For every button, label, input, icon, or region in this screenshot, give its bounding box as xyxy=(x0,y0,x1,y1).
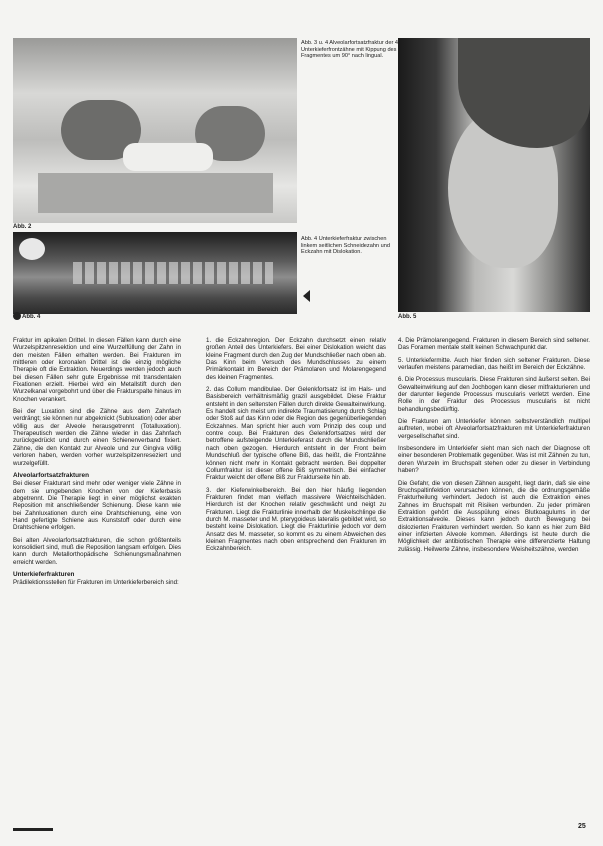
text-column-left xyxy=(13,337,181,592)
right-paragraph: Insbesondere im Unterkiefer sieht man sich nach der Diagnose oft einer besonderen Problematik gegenüber. Was ist mit Zähnen zu tun, deren Wurzeln im Bruchspalt stehen oder zu dieser in Verbindung haben? xyxy=(398,445,590,475)
left-paragraph: Bei dieser Frakturart sind mehr oder weniger viele Zähne in dem sie umgebenden Knochen von der Kieferbasis abgetrennt. Die Therapie liegt in einer möglichst exakten Reposition mit anschließender Schienung. Diese kann wie bei Zahnluxationen durch eine Drahtschienung, eine von Hand gefertigte Schiene aus Kunststoff oder durch eine Drahtschiene erfolgen. xyxy=(13,480,181,532)
figure-3-caption: Abb. 3 u. 4 Alveolarfortsatzfraktur der 4 Unterkieferfrontzähne mit Kippung des Fragmentes um 90° nach lingual. xyxy=(301,40,399,60)
left-paragraph: Bei der Luxation sind die Zähne aus dem Zahnfach verdrängt; sie können nur abgeknickt (Subluxation) oder aber völlig aus der Alveole herausgetrennt (Totalluxation). Therapeutisch werden die Zähne wieder in das Zahnfach zurückgedrückt und durch einen Schienenverband fixiert. Zähne, die den Kontakt zur Alveole und zur Gingiva völlig verloren haben, werden vorher wurzelspitzenreseziert und wurzelgefüllt. xyxy=(13,408,181,467)
right-paragraph: 6. Die Processus muscularis. Diese Frakturen sind äußerst selten. Bei Gewalteinwirkung auf den Jochbogen kann dieser mitfrakturieren und der darunter liegende Processus muscularis verletzt werden. Eine Rolle in der Fraktur des Processus muscularis ist nicht behandlungsbedürftig. xyxy=(398,376,590,413)
figure-2-label: Abb. 2 xyxy=(13,224,32,230)
page-number: 25 xyxy=(578,823,586,830)
middle-paragraph: 3. der Kieferwinkelbereich. Bei den hier häufig liegenden Frakturen findet man vielfach massivere Weichteilschäden. Hierdurch ist der Knochen relativ geschwächt und neigt zu Frakturen. Liegt die Frakturlinie innerhalb der Muskelschlinge die durch M. masseter und M. pterygoideus lateralis gebildet wird, so besteht keine Dislokation. Liegt die Frakturlinie jedoch vor dem Ansatz des M. masseter, so kommt es zu einem Abweichen des kleinen Fragmentes nach oben entsprechend den Frakturen im Eckzahnbereich. xyxy=(206,486,386,553)
figure-4-marker-icon xyxy=(13,312,21,320)
section-heading: Alveolarfortsatzfrakturen xyxy=(13,471,89,479)
teeth-row-icon xyxy=(123,143,213,171)
figure-5-label: Abb. 5 xyxy=(398,314,417,320)
xray-teeth-icon xyxy=(73,262,273,284)
middle-paragraph: 2. das Collum mandibulae. Der Gelenkfortsatz ist im Hals- und Basisbereich verhältnismäßig grazil ausgebildet. Diese Fraktur entsteht in den seltensten Fällen durch direkte Gewalteinwirkung. Es handelt sich meist um indirekte Traumatisierung durch Schlag oder Stoß auf das Kinn oder die Region des gegenüberliegenden Eckzahnes. Man spricht hier auch vom Prinzip des coup und contre coup. Bei Frakturen des Gelenkfortsatzes wird der betroffene aufsteigende Unterkieferast durch die Mundschließer nach oben gezogen. Hierdurch entsteht in der Front beim Mundschluß der typische offene Biß, das heißt, die Frontzähne können nicht mehr in Kontakt gebracht werden. Bei doppelter Collumfraktur ist dieser offene Biß symmetrisch. Bei einfacher Fraktur weicht der offene Biß zur Frakturseite hin ab. xyxy=(206,386,386,482)
figure-5-image xyxy=(398,38,590,312)
middle-paragraph: 1. die Eckzahnregion. Der Eckzahn durchsetzt einen relativ großen Anteil des Unterkiefers. Bei einer Dislokation weicht das kleine Fragment durch den Zug der Mundschließer nach oben ab. Das Kinn beim Versuch des Mundschlusses zu einem Primärkontakt im Bereich der Prämolaren und Molarengegend des kleinen Fragmentes. xyxy=(206,337,386,381)
figure-4-caption: Abb. 4 Unterkieferfraktur zwischen linkem seitlichen Schneidezahn und Eckzahn mit Dislokation. xyxy=(301,236,390,256)
right-paragraph: Die Frakturen am Unterkiefer können selbstverständlich multipel auftreten, wobei oft Alveolarfortsatzfrakturen mit Unterkieferfrakturen vergesellschaftet sind. xyxy=(398,418,590,440)
left-paragraph: Bei alten Alveolarfortsatzfrakturen, die schon größtenteils konsolidiert sind, muß die Reposition langsam erfolgen. Dies kann durch Metallorthopädische Schienungsmaßnahmen erreicht werden. xyxy=(13,536,181,566)
footer-rule xyxy=(13,828,53,831)
figure-4-image xyxy=(13,232,297,314)
model-base-icon xyxy=(38,173,273,213)
figure-2-image xyxy=(13,38,297,223)
section-heading: Unterkieferfrakturen xyxy=(13,570,75,578)
figure-4-label: Abb. 4 xyxy=(22,314,41,320)
left-paragraph: Prädilektionsstellen für Frakturen im Unterkieferbereich sind: xyxy=(13,579,179,587)
text-column-middle xyxy=(206,337,386,558)
text-column-right xyxy=(398,337,590,558)
left-paragraph: Fraktur im apikalen Drittel. In diesen Fällen kann durch eine Wurzelspitzenresektion und eine Wurzelfüllung der Zahn in den meisten Fällen erhalten werden. Bei Frakturen im mittleren oder koronalen Drittel ist die einzig mögliche Therapie oft die Extraktion. Neuerdings werden jedoch auch bei diesen Fällen sehr gute Ergebnisse mit transdentalen Fixationen erzielt. Hierbei wird ein Metallstift durch den Wurzelkanal vorgebohrt und über die Frakturspalte hinaus im Knochen verankert. xyxy=(13,337,181,403)
right-paragraph: Die Gefahr, die von diesen Zähnen ausgeht, liegt darin, daß sie eine Bruchspaltinfektion verursachen können, die die ordnungsgemäße Frakturheilung verhindert. Jedoch ist auch die Extraktion eines Zahnes im Bruchspalt mit Risiken verbunden. Zu jeder primären Extraktion gehört die Ausspülung eines Blutkoagulums in der Extraktionsalveole. Dieses kann jedoch durch Bewegung bei dislozierten Frakturen verhindert werden. So kann es hier zum Bild einer infizierten Alveole kommen. Allerdings ist heute durch die Möglichkeit der antibiotischen Therapie eine differenzierte Haltung zulässig. Heilwerte Zähne, insbesondere Weisheitszähne, werden xyxy=(398,479,590,553)
right-paragraph: 5. Unterkiefermitte. Auch hier finden sich seltener Frakturen. Diese verlaufen meistens paramedian, das heißt im Bereich der Eckzähne. xyxy=(398,356,590,372)
right-paragraph: 4. Die Prämolarengegend. Frakturen in diesem Bereich sind seltener. Das Foramen mentale stellt keinen Schwachpunkt dar. xyxy=(398,337,590,352)
caption-arrow-icon xyxy=(303,290,310,302)
xray-marker-icon xyxy=(19,238,45,260)
